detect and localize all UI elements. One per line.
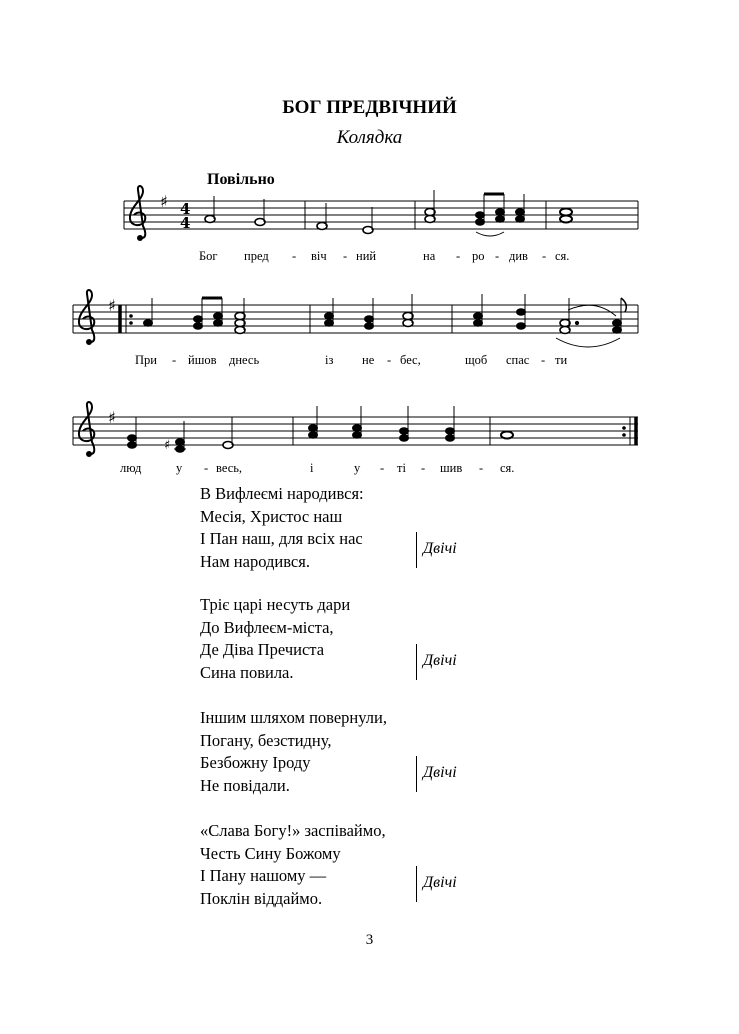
stanza-line: Тріє царі несуть дари [200,595,351,614]
stanza-line: В Вифлеємі народився: [200,484,364,503]
repeat-marker-3 [416,756,477,792]
syllable: із [325,353,334,367]
lyrics-line-1 [0,249,739,265]
syllable: - [380,461,385,475]
syllable: ро [472,249,485,263]
music-staff-3 [0,398,739,468]
syllable: днесь [229,353,260,367]
repeat-label: Двічі [423,652,457,669]
syllable: Бог [199,249,218,263]
syllable: - [541,353,546,367]
repeat-label: Двічі [423,764,457,781]
syllable: - [421,461,426,475]
stanza-line: Безбожну Іроду [200,753,311,772]
stanza-2 [200,594,350,684]
syllable: ний [356,249,377,263]
syllable: віч [311,249,327,263]
notes [128,406,514,453]
syllable: у [176,461,183,475]
stanza-line: Нам народився. [200,551,310,571]
syllable: бес, [400,353,421,367]
repeat-marker-1 [416,532,477,568]
song-title: БОГ ПРЕДВІЧНИЙ [282,97,457,118]
stanza-line: Не повідали. [200,775,290,795]
repeat-marker-4 [416,866,477,902]
syllable: - [292,249,297,263]
syllable: не [362,353,375,367]
syllable: йшов [188,353,217,367]
svg-text:♯: ♯ [164,438,171,453]
lyrics-line-2 [0,353,739,369]
syllable: див [509,249,528,263]
syllable: - [456,249,461,263]
stanza-1 [200,483,364,573]
stanza-4 [200,820,386,910]
stanza-line: Іншим шляхом повернули, [200,708,387,727]
stanza-line: Месія, Христос наш [200,506,343,526]
music-staff-2 [0,286,739,356]
syllable: спас [506,353,530,367]
syllable: - [542,249,547,263]
syllable: - [204,461,209,475]
stanza-line: Погану, безстидну, [200,730,332,750]
syllable: щоб [465,353,488,367]
stanza-line: І Пану нашому — [200,866,327,885]
tempo-marking: Повільно [207,171,275,188]
treble-clef-icon [79,290,94,344]
syllable: - [172,353,177,367]
syllable: шив [440,461,463,475]
syllable: - [387,353,392,367]
svg-text:4: 4 [180,214,191,232]
syllable: на [423,249,436,263]
syllable: ся. [555,249,570,263]
syllable: весь, [216,461,243,475]
stanza-line: Сина повила. [200,662,294,682]
stanza-line: Де Діва Пречиста [200,640,325,659]
stanza-line: До Вифлеєм-міста, [200,617,334,637]
stanza-line: Честь Сину Божому [200,843,341,863]
syllable: - [343,249,348,263]
syllable: пред [244,249,269,263]
repeat-label: Двічі [423,874,457,891]
stanza-3 [200,707,387,797]
music-staff-1 [0,182,739,252]
syllable: ті [397,461,406,475]
treble-clef-icon [130,186,145,240]
song-subtitle: Колядка [336,127,403,148]
stanza-line: «Слава Богу!» заспіваймо, [200,821,386,840]
syllable: При [135,353,157,367]
lyrics-line-3 [0,461,739,477]
syllable: ти [555,353,568,367]
syllable: - [495,249,500,263]
repeat-label: Двічі [423,540,457,557]
page-number: 3 [365,932,374,948]
key-signature-sharp: ♯ [108,296,116,315]
syllable: ся. [500,461,515,475]
key-signature-sharp: ♯ [160,192,168,211]
treble-clef-icon [79,402,94,456]
stanza-line: Поклін віддаймо. [200,888,323,908]
stanza-line: І Пан наш, для всіх нас [200,529,363,548]
syllable: і [310,461,314,475]
syllable: - [479,461,484,475]
syllable: у [354,461,361,475]
key-signature-sharp: ♯ [108,408,116,427]
syllable: люд [120,461,142,475]
time-signature: 4 [180,200,191,218]
notes [144,294,627,347]
repeat-marker-2 [416,644,477,680]
